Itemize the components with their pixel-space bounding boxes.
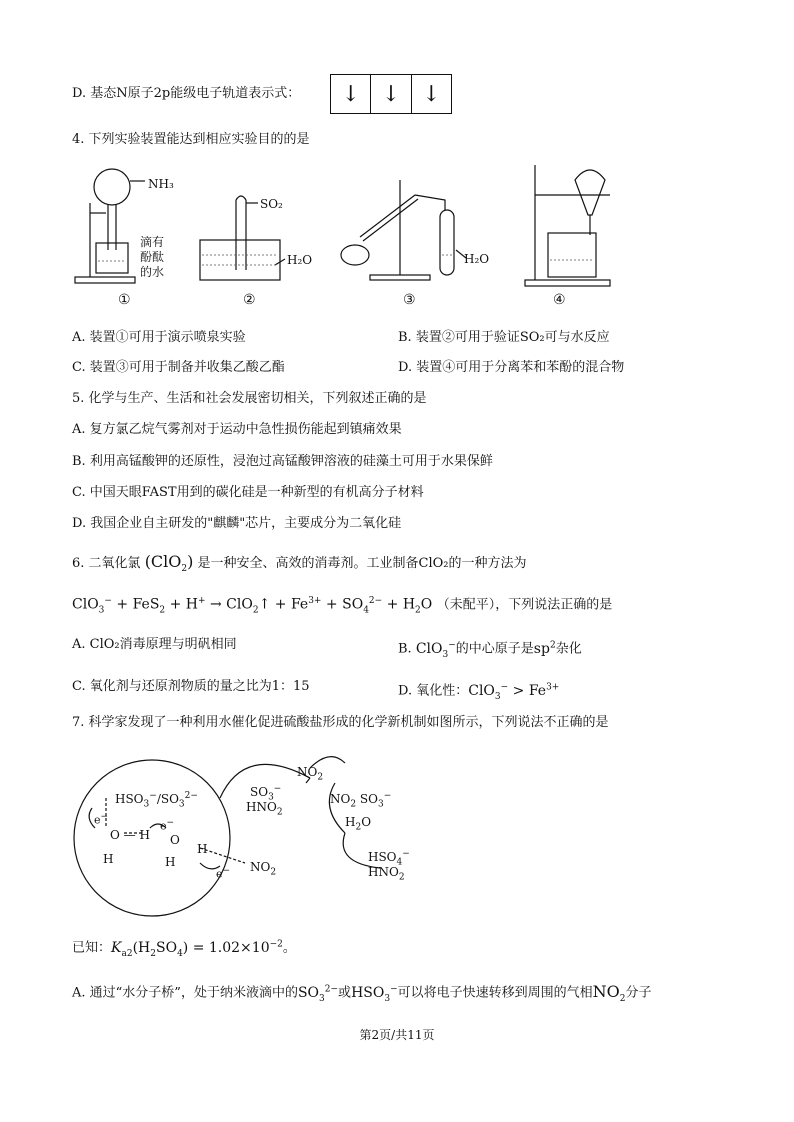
- q4-option-c: C. 装置③可用于制备并收集乙酸乙酯: [72, 360, 285, 375]
- q5-option-d: D. 我国企业自主研发的"麒麟"芯片，主要成分为二氧化硅: [72, 516, 402, 531]
- q5-stem: 5. 化学与生产、生活和社会发展密切相关，下列叙述正确的是: [72, 391, 427, 406]
- label-so3-radical: $SO_3^-$: [250, 784, 282, 803]
- orbital-diagram: [330, 74, 452, 114]
- q3-option-d: D. 基态N原子2p能级电子轨道表示式：: [72, 86, 301, 101]
- formula-ka2: $K_{a2}(H_2SO_4) = 1.02\times 10^{-2}$: [111, 939, 283, 959]
- label-so2: SO₂: [260, 197, 283, 211]
- q6-stem: [72, 553, 527, 578]
- orbital-cell-1: ↓: [331, 75, 371, 113]
- orbital-cell-2: ↓: [371, 75, 411, 113]
- label-no2-so3: $NO_2$ $SO_3^-$: [330, 791, 392, 810]
- q5-option-a: A. 复方氯乙烷气雾剂对于运动中急性损伤能起到镇痛效果: [72, 422, 402, 437]
- label-phenol-water-2: 酚酞: [140, 250, 165, 264]
- formula-hso3-minus: $HSO_3^-$: [351, 984, 398, 1004]
- q6-equation-note: （未配平），下列说法正确的是: [436, 597, 613, 613]
- label-nh3: NH₃: [148, 177, 174, 191]
- formula-oxidizing-order: $ClO_3^- > Fe^{3+}$: [468, 682, 560, 702]
- q4-stem: 4. 下列实验装置能达到相应实验目的的是: [72, 132, 310, 147]
- label-electron-2: e−: [160, 818, 175, 833]
- label-hno2-1: $HNO_2$: [246, 800, 283, 818]
- label-o-h-h: O — H: [110, 828, 150, 842]
- label-h2o-3: H₂O: [464, 252, 490, 266]
- formula-clo2-paren: (ClO$_2$): [144, 552, 194, 575]
- q7-option-a-part-d: 分子: [625, 985, 652, 1001]
- q6-equation: ClO$_3$− + FeS$_2$ + H+ → ClO$_2$↑ + $Fe^{3+} + SO_4^{2-} + H_2O$ （未配平），下列说法正确的是: [72, 596, 613, 616]
- q7-stem: 7. 科学家发现了一种利用水催化促进硫酸盐形成的化学新机制如图所示，下列说法不正确的是: [72, 715, 609, 730]
- q4-option-b: B. 装置②可用于验证SO₂可与水反应: [398, 330, 610, 345]
- q7-known-part-b: 。: [282, 940, 296, 956]
- label-h-2: H: [165, 855, 176, 869]
- label-apparatus-1: ①: [118, 292, 131, 308]
- q6-option-a: A. ClO₂消毒原理与明矾相同: [72, 637, 237, 652]
- label-h-1: H: [103, 852, 114, 866]
- label-h2o-4: $H_2O$: [345, 815, 372, 833]
- label-apparatus-4: ④: [553, 292, 566, 308]
- q7-option-a-part-c: 可以将电子快速转移到周围的气相: [397, 985, 593, 1001]
- label-phenol-water-3: 的水: [140, 265, 165, 279]
- q6-stem-part-a: 6. 二氧化氯: [72, 556, 141, 571]
- label-no2-1: $NO_2$: [250, 860, 277, 878]
- formula-no2: $NO_2$: [592, 981, 626, 1004]
- formula-so3-2minus: $SO_3^{2-}$: [297, 984, 339, 1004]
- orbital-cell-3: ↓: [422, 81, 441, 107]
- q6-option-b-part-c: 杂化: [555, 641, 582, 657]
- label-hso3-so3: $HSO_3^-/SO_3^{2-}$: [115, 791, 198, 810]
- q7-option-a: [72, 980, 652, 1008]
- page-footer: 第2页/共11页: [359, 1028, 435, 1042]
- q7-known: [72, 935, 296, 962]
- q4-option-d: D. 装置④可用于分离苯和苯酚的混合物: [398, 360, 625, 375]
- label-h2o-2: H₂O: [287, 253, 313, 267]
- label-hno2-2: $HNO_2$: [368, 865, 405, 883]
- q6-option-b: [398, 636, 582, 663]
- label-apparatus-2: ②: [243, 292, 256, 308]
- q6-option-b-part-a: B.: [398, 641, 416, 657]
- q6-option-c: C. 氧化剂与还原剂物质的量之比为1：15: [72, 679, 310, 694]
- label-hso4: $HSO_4^-$: [368, 849, 410, 868]
- label-electron-1: e−: [94, 812, 109, 827]
- label-electron-3: e−: [216, 866, 231, 881]
- formula-sp2: $sp^2$: [533, 640, 556, 657]
- q6-option-d: [398, 678, 559, 705]
- q6-stem-part-b: 是一种安全、高效的消毒剂。工业制备ClO₂的一种方法为: [197, 556, 527, 571]
- label-apparatus-3: ③: [403, 292, 416, 308]
- label-h-3: H: [197, 842, 208, 856]
- label-phenol-water-1: 滴有: [140, 235, 165, 249]
- label-no2-2: $NO_2$: [297, 765, 324, 783]
- formula-clo3: ClO$_3$−: [415, 640, 456, 660]
- q5-option-b: B. 利用高锰酸钾的还原性，浸泡过高锰酸钾溶液的硅藻土可用于水果保鲜: [72, 454, 493, 469]
- q4-option-a: A. 装置①可用于演示喷泉实验: [72, 330, 246, 345]
- q6-option-b-part-b: 的中心原子是: [455, 641, 534, 657]
- q6-option-d-part-a: D. 氧化性：: [398, 683, 469, 699]
- label-o-2: O: [170, 833, 180, 847]
- q7-option-a-part-b: 或: [338, 985, 352, 1001]
- q5-option-c: C. 中国天眼FAST用到的碳化硅是一种新型的有机高分子材料: [72, 485, 424, 500]
- q7-option-a-part-a: A. 通过“水分子桥”，处于纳米液滴中的: [72, 985, 298, 1001]
- q7-known-part-a: 已知：: [72, 940, 112, 956]
